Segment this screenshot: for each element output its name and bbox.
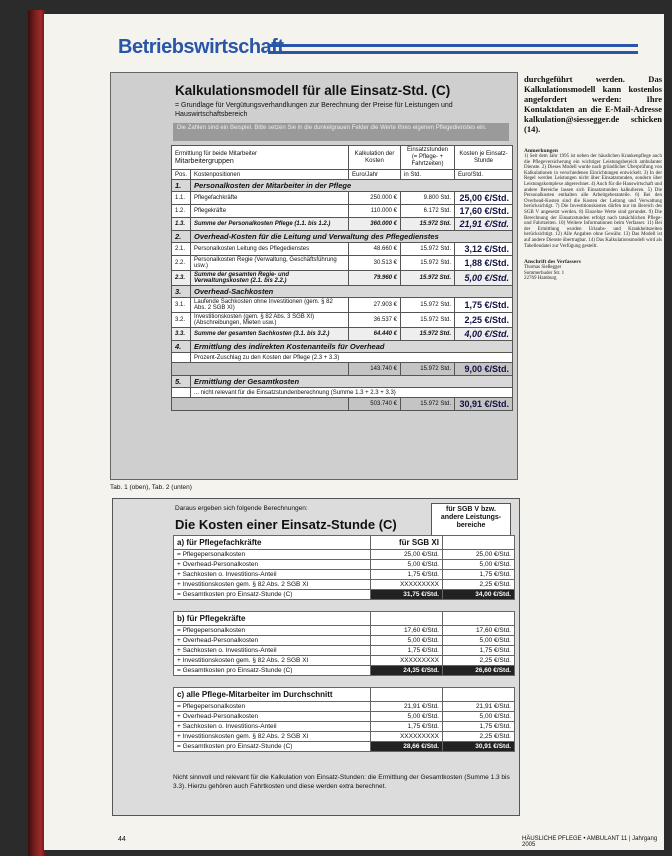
cost-sgbv: 1,75 €/Std. — [443, 722, 515, 732]
table-row — [172, 271, 513, 286]
unit-label: Kostenpositionen — [191, 170, 349, 180]
table-row — [172, 313, 513, 328]
cost-row — [174, 570, 515, 580]
cost-group-table — [173, 687, 515, 752]
cost-box-title: Die Kosten einer Einsatz-Stunde (C) — [175, 517, 397, 532]
table-caption: Tab. 1 (oben), Tab. 2 (unten) — [110, 484, 192, 491]
cost-sgbxi: XXXXXXXXX — [371, 732, 443, 742]
row-pos: 2.3. — [172, 271, 191, 286]
row-pos: 3.3. — [172, 328, 191, 341]
notes-heading: Anmerkungen — [524, 148, 558, 154]
unit-c2: in Std. — [401, 170, 455, 180]
cost-label: + Investitionskosten gem. § 82 Abs. 2 SGB XI — [174, 580, 371, 590]
calculation-panel — [110, 72, 518, 480]
section-title: Overhead-Kosten für die Leitung und Verwaltung des Pflegedienstes — [191, 231, 513, 243]
unit-pos: Pos. — [172, 170, 191, 180]
section-header — [118, 36, 638, 64]
cost-sgbv: 1,75 €/Std. — [443, 646, 515, 656]
unit-c1: Euro/Jahr — [349, 170, 401, 180]
section-num: 2. — [172, 231, 191, 243]
row-cost: 79.960 € — [349, 271, 401, 286]
cost-sgbxi: 17,60 €/Std. — [371, 626, 443, 636]
table-header-row — [172, 146, 513, 170]
table-row — [172, 328, 513, 341]
total-rate: 9,00 €/Std. — [455, 363, 513, 376]
cost-sgbxi: 21,91 €/Std. — [371, 702, 443, 712]
cost-row — [174, 722, 515, 732]
section-title: Betriebswirtschaft — [118, 36, 284, 58]
cost-sgbv: 34,00 €/Std. — [443, 590, 515, 600]
cost-label: + Investitionskosten gem. § 82 Abs. 2 SGB XI — [174, 732, 371, 742]
cost-col3-cell — [443, 612, 515, 626]
cost-row — [174, 550, 515, 560]
table-row — [172, 218, 513, 231]
row-label: Pflegefachkräfte — [191, 192, 349, 205]
cost-sgbxi: 1,75 €/Std. — [371, 570, 443, 580]
cost-group-header — [174, 688, 515, 702]
cost-label: + Overhead-Personalkosten — [174, 560, 371, 570]
table-row — [172, 298, 513, 313]
cost-group-title: b) für Pflegekräfte — [174, 612, 371, 626]
row-cost: 36.537 € — [349, 313, 401, 328]
row-hours: 15.972 Std. — [401, 218, 455, 231]
cost-sgbv: 5,00 €/Std. — [443, 560, 515, 570]
row-cost: 27.903 € — [349, 298, 401, 313]
cost-label: + Overhead-Personalkosten — [174, 636, 371, 646]
section-desc-row — [172, 388, 513, 398]
row-label: Personalkosten Leitung des Pflegedienstes — [191, 243, 349, 256]
section-title: Overhead-Sachkosten — [191, 286, 513, 298]
cost-col3-cell — [443, 688, 515, 702]
table-row — [172, 205, 513, 218]
row-cost: 110.000 € — [349, 205, 401, 218]
total-hours: 15.972 Std. — [401, 398, 455, 411]
cost-col2-header — [371, 612, 443, 626]
cost-label: = Gesamtkosten pro Einsatz-Stunde (C) — [174, 590, 371, 600]
section-desc: Prozent-Zuschlag zu den Kosten der Pflege (2.3 + 3.3) — [191, 353, 513, 363]
row-rate: 17,60 €/Std. — [455, 205, 513, 218]
row-label: Investitionskosten (gem. § 82 Abs. 3 SGB XI) (Abschreibungen, Mieten usw.) — [191, 313, 349, 328]
notes-text: 1) Seit dem Jahr 1995 ist neben der häuslichen Krankenpflege auch die Pflegeversicherung ein wichtiger Leistungsbereich ambulanter Dienste. 2) Dieses Modell wurde nach gründlicher Überprüfung von Kalkulationen in verschiedenen Einrichtungen entwickelt. 3) In der Regel werden Leistungen nicht über Einsatzstunden, sondern über Leistungskomplexe abgerechnet. 4) Auch für die Hauswirtschaft und andere Bereiche lassen sich Einsatzstunden kalkulieren. 5) Die Personalkosten enthalten alle Arbeitgeberanteile. 6) Bei den Overhead-Kosten sind die Kosten der Leitung und Verwaltung berücksichtigt. 7) Die Investitionskosten dürfen nur im Bereich des SGB V angesetzt werden. 8) Einzelne Werte sind gerundet. 9) Die Berechnung der Einsatzstunden erfolgt nach tatsächlichen Pflege- und Fahrtzeiten. 10) Weitere Informationen beim Verfasser. 11) Bei der Ermittlung wurden Urlaubs- und Krankheitszeiten berücksichtigt. 12) Alle Angaben ohne Gewähr. 13) Das Modell ist auf andere Dienste übertragbar. 14) Das Kalkulationsmodell wird als Tabellendatei zur Verfügung gestellt. — [524, 154, 662, 249]
row-label: Personalkosten Regie (Verwaltung, Geschäftsführung usw.) — [191, 256, 349, 271]
row-pos: 1.3. — [172, 218, 191, 231]
right-column — [524, 74, 662, 282]
cost-label: = Pflegepersonalkosten — [174, 626, 371, 636]
section-row — [172, 341, 513, 353]
header-left-bottom: Mitarbeitergruppen — [175, 157, 234, 165]
cost-sgbxi: 25,00 €/Std. — [371, 550, 443, 560]
cost-sgbxi: 5,00 €/Std. — [371, 560, 443, 570]
cost-label: = Pflegepersonalkosten — [174, 550, 371, 560]
header-c2: Einsatzstunden (= Pflege- + Fahrtzeiten) — [401, 146, 455, 170]
section-num: 3. — [172, 286, 191, 298]
row-hours: 15.972 Std. — [401, 298, 455, 313]
section-num: 5. — [172, 376, 191, 388]
section-desc: ... nicht relevant für die Einsatzstundenberechnung (Summe 1.3 + 2.3 + 3.3) — [191, 388, 513, 398]
page-number: 44 — [118, 836, 126, 843]
row-hours: 15.972 Std. — [401, 243, 455, 256]
cost-group-header — [174, 536, 515, 550]
total-rate: 30,91 €/Std. — [455, 398, 513, 411]
header-rule — [268, 44, 638, 54]
cost-box-footnote: Nicht sinnvoll und relevant für die Kalkulation von Einsatz-Stunden: die Ermittlung der Gesamtkosten (Summe 1.3 bis 3.3). Hierzu gehören auch Fahrtkosten und diese werden extra berechnet. — [173, 774, 510, 790]
cost-sgbv: 21,91 €/Std. — [443, 702, 515, 712]
row-cost: 360.000 € — [349, 218, 401, 231]
row-hours: 15.972 Std. — [401, 328, 455, 341]
row-rate: 5,00 €/Std. — [455, 271, 513, 286]
row-cost: 48.660 € — [349, 243, 401, 256]
row-rate: 2,25 €/Std. — [455, 313, 513, 328]
row-hours: 9.800 Std. — [401, 192, 455, 205]
cost-col2-header — [371, 688, 443, 702]
row-pos: 1.1. — [172, 192, 191, 205]
row-rate: 25,00 €/Std. — [455, 192, 513, 205]
cost-group-table — [173, 535, 515, 600]
address-heading: Anschrift des Verfassers — [524, 259, 581, 266]
panel-subtitle: = Grundlage für Vergütungsverhandlungen zur Berechnung der Preise für Leistungen und Hauswirtschaftsbereich — [175, 102, 453, 118]
section-row — [172, 286, 513, 298]
row-cost: 30.513 € — [349, 256, 401, 271]
cost-sgbxi: 1,75 €/Std. — [371, 646, 443, 656]
cost-box-intro: Daraus ergeben sich folgende Berechnungen: — [175, 505, 308, 512]
row-cost: 250.000 € — [349, 192, 401, 205]
cost-row — [174, 656, 515, 666]
cost-row — [174, 732, 515, 742]
cost-label: + Investitionskosten gem. § 82 Abs. 2 SGB XI — [174, 656, 371, 666]
section-total-row — [172, 398, 513, 411]
cost-sgbv: 26,60 €/Std. — [443, 666, 515, 676]
row-cost: 64.440 € — [349, 328, 401, 341]
cost-label: = Pflegepersonalkosten — [174, 702, 371, 712]
panel-note: Die Zahlen sind ein Beispiel. Bitte setzen Sie in die dunkelgrauen Felder die Werte Ihres eigenen Pflegedienstes ein. — [173, 123, 509, 141]
total-hours: 15.972 Std. — [401, 363, 455, 376]
cost-label: = Gesamtkosten pro Einsatz-Stunde (C) — [174, 666, 371, 676]
row-pos: 3.1. — [172, 298, 191, 313]
row-rate: 1,88 €/Std. — [455, 256, 513, 271]
cost-sgbxi: 5,00 €/Std. — [371, 712, 443, 722]
cost-box-col3-header: für SGB V bzw. andere Leistungs-bereiche — [431, 503, 511, 551]
cost-sgbv: 25,00 €/Std. — [443, 550, 515, 560]
cost-group-title: a) für Pflegefachkräfte — [174, 536, 371, 550]
section-title: Ermittlung der Gesamtkosten — [191, 376, 513, 388]
cost-col2-header: für SGB XI — [371, 536, 443, 550]
cost-sgbv: 1,75 €/Std. — [443, 570, 515, 580]
row-label: Laufende Sachkosten ohne Investitionen (gem. § 82 Abs. 2 SGB XI) — [191, 298, 349, 313]
page-footer: HÄUSLICHE PFLEGE • AMBULANT 11 | Jahrgang 2005 — [522, 836, 658, 848]
cost-row — [174, 666, 515, 676]
table-row — [172, 243, 513, 256]
cost-group-table — [173, 611, 515, 676]
cost-group-title: c) alle Pflege-Mitarbeiter im Durchschnitt — [174, 688, 371, 702]
row-label: Pflegekräfte — [191, 205, 349, 218]
cost-sgbv: 2,25 €/Std. — [443, 732, 515, 742]
row-hours: 15.972 Std. — [401, 256, 455, 271]
row-hours: 15.972 Std. — [401, 271, 455, 286]
cost-label: + Sachkosten o. Investitions-Anteil — [174, 570, 371, 580]
section-row — [172, 376, 513, 388]
cost-box — [112, 498, 520, 816]
cost-sgbv: 5,00 €/Std. — [443, 712, 515, 722]
calculation-table — [171, 145, 513, 411]
section-num: 4. — [172, 341, 191, 353]
cost-sgbxi: XXXXXXXXX — [371, 580, 443, 590]
desc-spacer — [172, 353, 191, 363]
row-pos: 3.2. — [172, 313, 191, 328]
unit-row — [172, 170, 513, 180]
header-c3: Kosten je Einsatz-Stunde — [455, 146, 513, 170]
cost-row — [174, 590, 515, 600]
cost-row — [174, 626, 515, 636]
total-spacer — [172, 398, 349, 411]
cost-group-header — [174, 612, 515, 626]
row-pos: 1.2. — [172, 205, 191, 218]
row-rate: 1,75 €/Std. — [455, 298, 513, 313]
cost-row — [174, 560, 515, 570]
section-title: Personalkosten der Mitarbeiter in der Pflege — [191, 180, 513, 192]
lead-paragraph: durchgeführt werden. Das Kalkulationsmodell kann kostenlos angefordert werden: Ihre Kontaktdaten an die E-Mail-Adresse kalkulation@siessegger.de schicken (14). — [524, 74, 662, 134]
cost-sgbxi: 28,66 €/Std. — [371, 742, 443, 752]
header-left — [172, 146, 349, 170]
cost-row — [174, 712, 515, 722]
panel-title: Kalkulationsmodell für alle Einsatz-Std. (C) — [175, 83, 451, 98]
unit-c3: Euro/Std. — [455, 170, 513, 180]
section-num: 1. — [172, 180, 191, 192]
cost-sgbv: 2,25 €/Std. — [443, 656, 515, 666]
cost-sgbv: 30,91 €/Std. — [443, 742, 515, 752]
section-row — [172, 231, 513, 243]
header-c1: Kalkulation der Kosten — [349, 146, 401, 170]
row-hours: 15.972 Std. — [401, 313, 455, 328]
total-cost: 143.740 € — [349, 363, 401, 376]
table-row — [172, 256, 513, 271]
cost-sgbv: 2,25 €/Std. — [443, 580, 515, 590]
row-rate: 21,91 €/Std. — [455, 218, 513, 231]
row-hours: 6.172 Std. — [401, 205, 455, 218]
cost-label: + Overhead-Personalkosten — [174, 712, 371, 722]
section-total-row — [172, 363, 513, 376]
section-desc-row — [172, 353, 513, 363]
cost-sgbxi: 5,00 €/Std. — [371, 636, 443, 646]
cost-sgbxi: 31,75 €/Std. — [371, 590, 443, 600]
cost-row — [174, 636, 515, 646]
cost-col3-cell — [443, 536, 515, 550]
row-rate: 3,12 €/Std. — [455, 243, 513, 256]
row-label: Summe der Personalkosten Pflege (1.1. bis 1.2.) — [191, 218, 349, 231]
cost-label: + Sachkosten o. Investitions-Anteil — [174, 646, 371, 656]
cost-sgbxi: XXXXXXXXX — [371, 656, 443, 666]
total-cost: 503.740 € — [349, 398, 401, 411]
document-page — [44, 14, 664, 850]
section-title: Ermittlung des indirekten Kostenanteils für Overhead — [191, 341, 513, 353]
cost-sgbv: 17,60 €/Std. — [443, 626, 515, 636]
row-pos: 2.2. — [172, 256, 191, 271]
cost-row — [174, 702, 515, 712]
cost-sgbv: 5,00 €/Std. — [443, 636, 515, 646]
cost-row — [174, 742, 515, 752]
desc-spacer — [172, 388, 191, 398]
row-label: Summe der gesamten Sachkosten (3.1. bis 3.2.) — [191, 328, 349, 341]
cost-sgbxi: 24,35 €/Std. — [371, 666, 443, 676]
address-text: Thomas Sießegger Sommerhuder Str. 1 22769 Hamburg — [524, 265, 565, 282]
row-label: Summe der gesamten Regie- und Verwaltungskosten (2.1. bis 2.2.) — [191, 271, 349, 286]
cost-label: = Gesamtkosten pro Einsatz-Stunde (C) — [174, 742, 371, 752]
cost-label: + Sachkosten o. Investitions-Anteil — [174, 722, 371, 732]
cost-sgbxi: 1,75 €/Std. — [371, 722, 443, 732]
section-row — [172, 180, 513, 192]
row-pos: 2.1. — [172, 243, 191, 256]
header-left-top: Ermittlung für beide Mitarbeiter — [175, 150, 258, 157]
total-spacer — [172, 363, 349, 376]
row-rate: 4,00 €/Std. — [455, 328, 513, 341]
cost-row — [174, 646, 515, 656]
table-row — [172, 192, 513, 205]
cost-row — [174, 580, 515, 590]
